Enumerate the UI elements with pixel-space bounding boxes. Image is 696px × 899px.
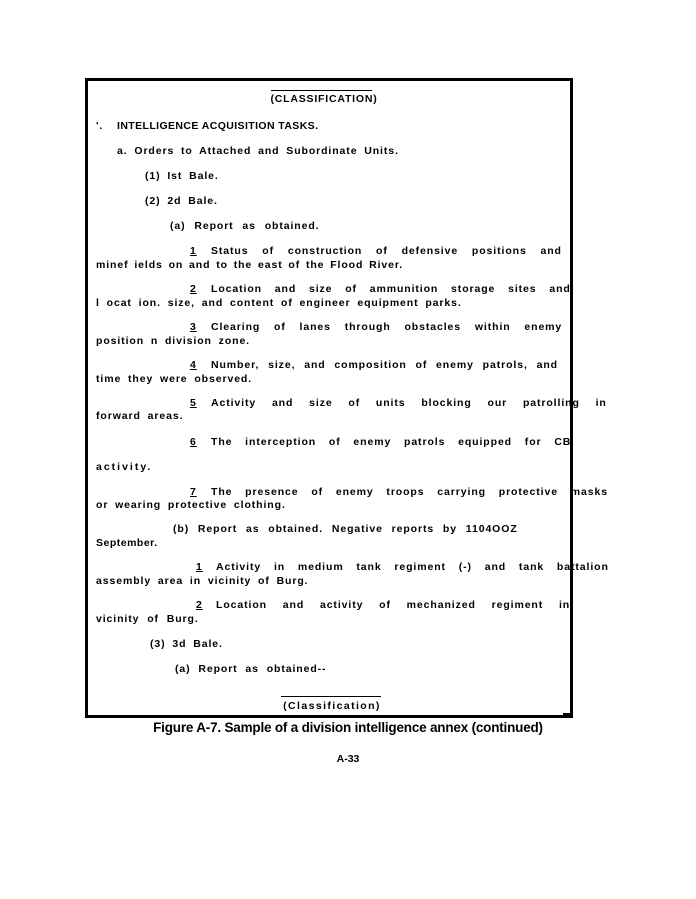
entry-3-line1: Clearing of lanes through obstacles within enemy bbox=[211, 321, 563, 333]
item-2: (2) 2d Bale. bbox=[145, 195, 218, 207]
entry-6-line1: The interception of enemy patrols equipped for CB bbox=[211, 436, 572, 448]
entry-1-line1: Status of construction of defensive positions and bbox=[211, 245, 562, 257]
entry-b1-line2: assembly area in vicinity of Burg. bbox=[96, 575, 309, 587]
entry-5-line1: Activity and size of units blocking our patrolling in bbox=[211, 397, 607, 409]
item-3a: (a) Report as obtained-- bbox=[175, 663, 327, 675]
item-2a: (a) Report as obtained. bbox=[170, 220, 320, 232]
item-2b-line2: September. bbox=[96, 537, 158, 549]
entry-b2-line1: Location and activity of mechanized regiment in bbox=[216, 599, 571, 611]
entry-1-line2: minef ields on and to the east of the Flood River. bbox=[96, 259, 404, 271]
classification-top: (CLASSIFICATION) bbox=[270, 93, 378, 105]
entry-3-line2: position n division zone. bbox=[96, 335, 250, 347]
item-a: a. Orders to Attached and Subordinate Units. bbox=[117, 145, 399, 157]
page-number: A-33 bbox=[336, 753, 360, 765]
classification-bottom: (Classification) bbox=[283, 700, 381, 712]
classification-bottom-rule bbox=[281, 696, 381, 697]
frame-corner-mark bbox=[563, 713, 573, 718]
entry-b1-number: 1 bbox=[196, 561, 203, 573]
entry-5-number: 5 bbox=[190, 397, 197, 409]
entry-2-number: 2 bbox=[190, 283, 197, 295]
entry-2-line2: l ocat ion. size, and content of engineer equipment parks. bbox=[96, 297, 462, 309]
entry-6-number: 6 bbox=[190, 436, 197, 448]
entry-1-number: 1 bbox=[190, 245, 197, 257]
entry-b2-line2: vicinity of Burg. bbox=[96, 613, 199, 625]
item-2b-line1: (b) Report as obtained. Negative reports by 1104OOZ bbox=[173, 523, 518, 535]
item-3: (3) 3d Bale. bbox=[150, 638, 223, 650]
entry-4-number: 4 bbox=[190, 359, 197, 371]
entry-7-line1: The presence of enemy troops carrying protective masks bbox=[211, 486, 608, 498]
classification-top-rule bbox=[271, 90, 372, 91]
figure-caption: Figure A-7. Sample of a division intelligence annex (continued) bbox=[153, 720, 543, 735]
entry-4-line1: Number, size, and composition of enemy patrols, and bbox=[211, 359, 558, 371]
item-1: (1) Ist Bale. bbox=[145, 170, 219, 182]
entry-b2-number: 2 bbox=[196, 599, 203, 611]
entry-4-line2: time they were observed. bbox=[96, 373, 253, 385]
entry-3-number: 3 bbox=[190, 321, 197, 333]
heading-title: INTELLIGENCE ACQUISITION TASKS. bbox=[117, 120, 319, 132]
entry-b1-line1: Activity in medium tank regiment (-) and tank battalion bbox=[216, 561, 609, 573]
entry-7-number: 7 bbox=[190, 486, 197, 498]
entry-6-line2: activity. bbox=[96, 461, 153, 473]
entry-2-line1: Location and size of ammunition storage sites and bbox=[211, 283, 571, 295]
entry-5-line2: forward areas. bbox=[96, 410, 184, 422]
heading-marker: '. bbox=[96, 120, 104, 132]
entry-7-line2: or wearing protective clothing. bbox=[96, 499, 286, 511]
